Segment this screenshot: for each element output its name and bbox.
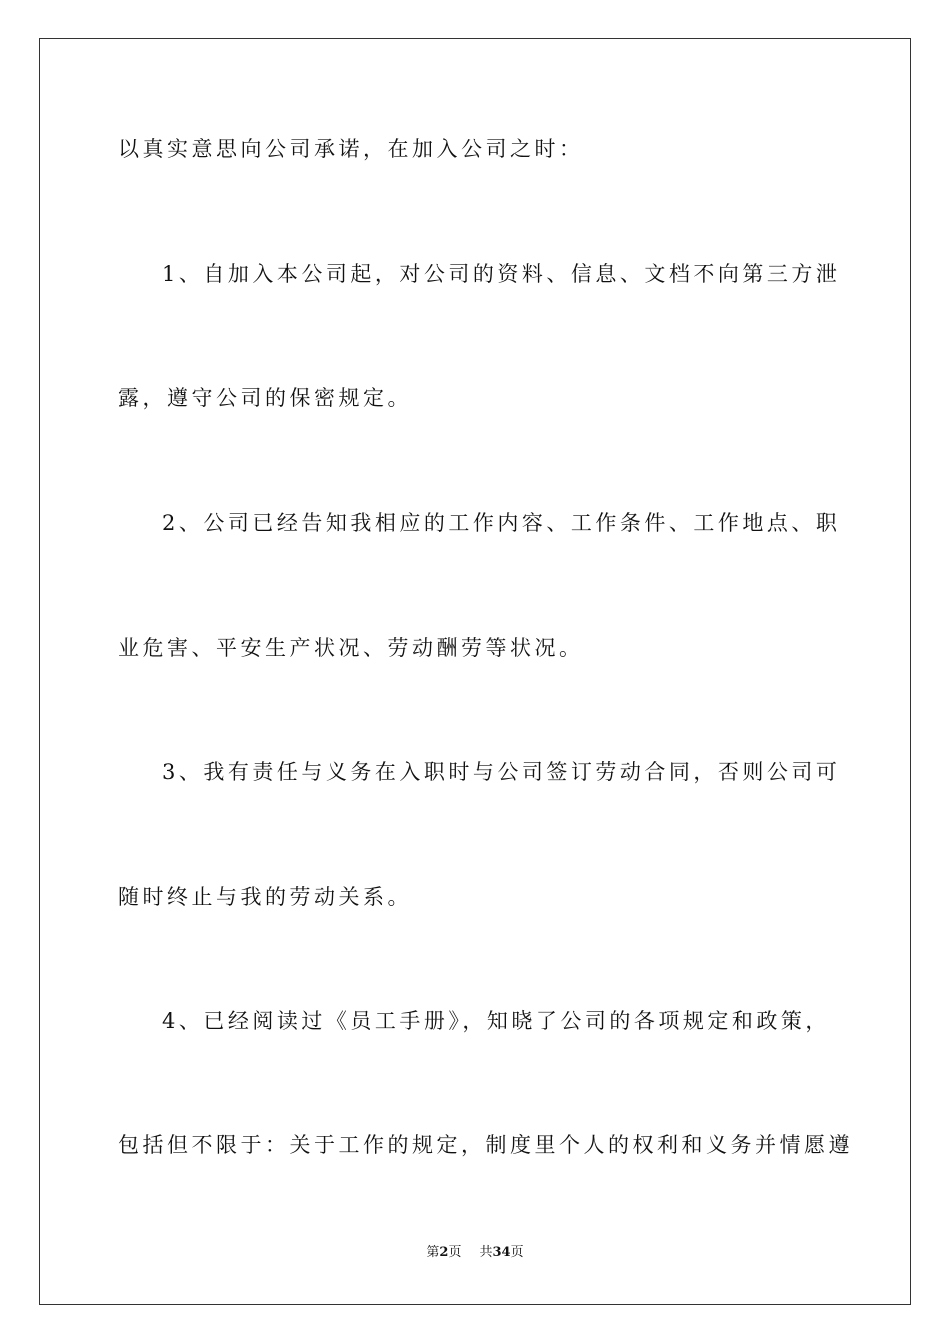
body-line-5: 业危害、平安生产状况、劳动酬劳等状况。 (118, 636, 584, 660)
body-line-1: 以真实意思向公司承诺，在加入公司之时： (118, 137, 584, 161)
body-line-4: 2、公司已经告知我相应的工作内容、工作条件、工作地点、职 (162, 511, 841, 535)
body-line-3: 露，遵守公司的保密规定。 (118, 386, 412, 410)
body-line-2: 1、自加入本公司起，对公司的资料、信息、文档不向第三方泄 (162, 262, 841, 286)
total-prefix: 共 (479, 1245, 493, 1260)
body-line-7: 随时终止与我的劳动关系。 (118, 885, 412, 909)
body-line-8: 4、已经阅读过《员工手册》，知晓了公司的各项规定和政策， (162, 1009, 830, 1033)
body-line-6: 3、我有责任与义务在入职时与公司签订劳动合同，否则公司可 (162, 760, 841, 784)
body-line-9: 包括但不限于：关于工作的规定，制度里个人的权利和义务并情愿遵 (118, 1133, 853, 1157)
page-suffix: 页 (448, 1245, 462, 1260)
total-suffix: 页 (510, 1245, 524, 1260)
page-border (39, 38, 911, 1305)
page-number: 2 (439, 1245, 449, 1260)
page-prefix: 第 (426, 1245, 440, 1260)
page-footer (0, 1244, 950, 1262)
total-pages: 34 (492, 1245, 511, 1260)
